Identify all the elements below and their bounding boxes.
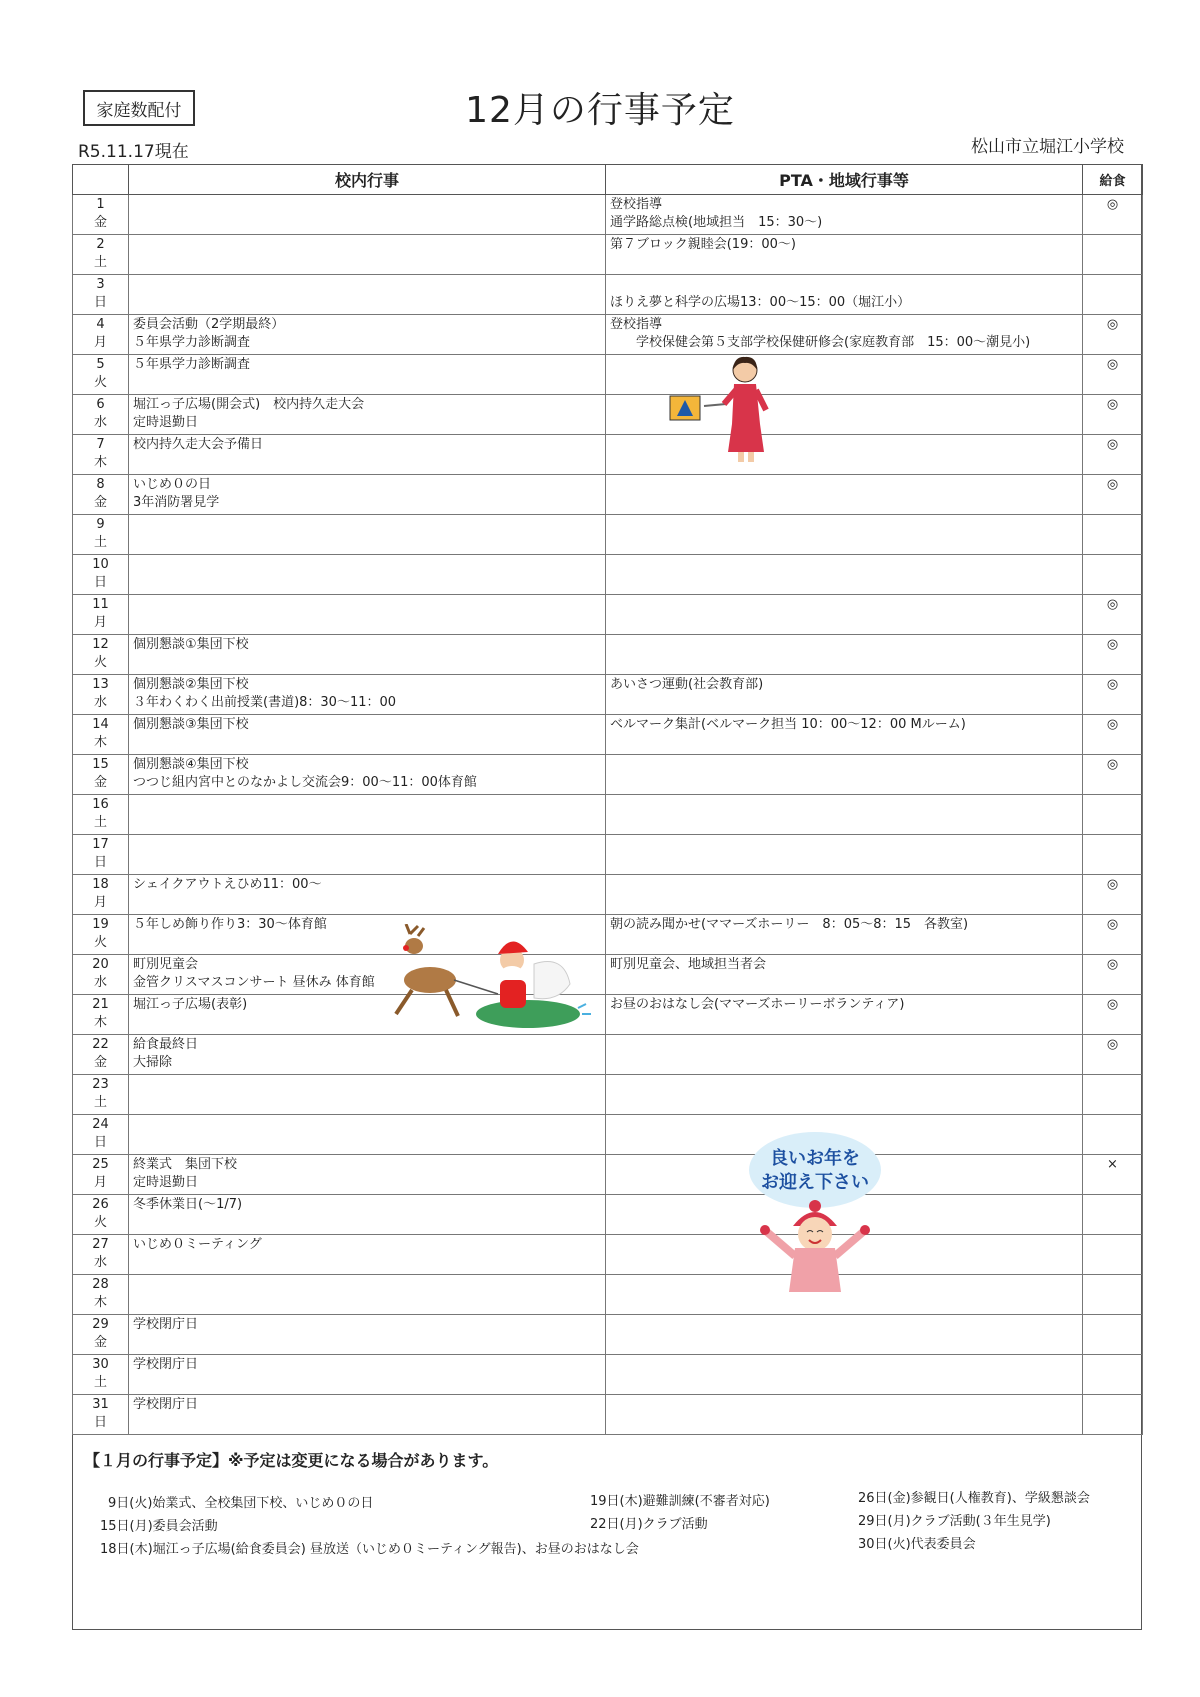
- day-number: 18: [92, 877, 109, 892]
- day-number: 15: [92, 757, 109, 772]
- school-event-cell: [129, 1315, 606, 1355]
- day-cell: [73, 955, 129, 995]
- weekday: 金: [93, 1335, 107, 1350]
- event-line: ほりえ夢と科学の広場13：00～15：00（堀江小）: [610, 295, 911, 310]
- day-number: 7: [96, 437, 105, 452]
- event-line: ３年わくわく出前授業(書道)8：30～11：00: [133, 695, 397, 710]
- day-cell: [73, 1155, 129, 1195]
- pta-event-cell: [606, 235, 1083, 275]
- day-cell: [73, 435, 129, 475]
- table-row: [73, 915, 1143, 955]
- school-event-cell: [129, 715, 606, 755]
- school-event-cell: [129, 675, 606, 715]
- weekday: 日: [93, 295, 107, 310]
- pta-event-cell: [606, 875, 1083, 915]
- day-number: 1: [96, 197, 105, 212]
- day-cell: [73, 355, 129, 395]
- january-item: 15日(月)委員会活動: [100, 1519, 218, 1534]
- lunch-cell: [1083, 515, 1143, 555]
- day-header: [73, 165, 129, 195]
- event-line: 定時退勤日: [133, 1175, 199, 1190]
- sleigh: [476, 1000, 580, 1028]
- table-row: [73, 1035, 1143, 1075]
- event-line: 朝の読み聞かせ(ママーズホーリー 8：05～8：15 各教室): [610, 917, 969, 932]
- day-cell: [73, 235, 129, 275]
- pta-event-cell: [606, 635, 1083, 675]
- child-face: [798, 1217, 832, 1251]
- lunch-cell: [1083, 1315, 1143, 1355]
- lunch-cell: [1083, 835, 1143, 875]
- event-line: 個別懇談③集団下校: [133, 717, 249, 732]
- new-year-greeting-illustration: [747, 1130, 887, 1298]
- table-row: [73, 995, 1143, 1035]
- weekday: 火: [93, 655, 107, 670]
- day-number: 2: [96, 237, 105, 252]
- weekday: 土: [93, 815, 107, 830]
- school-event-cell: [129, 635, 606, 675]
- day-number: 28: [92, 1277, 109, 1292]
- pta-event-cell: [606, 195, 1083, 235]
- lunch-cell: [1083, 555, 1143, 595]
- event-line: 個別懇談④集団下校: [133, 757, 249, 772]
- weekday: 水: [93, 975, 107, 990]
- pta-event-cell: [606, 715, 1083, 755]
- lunch-cell: [1083, 235, 1143, 275]
- event-line: あいさつ運動(社会教育部): [610, 677, 764, 692]
- lunch-cell: ◎: [1083, 395, 1143, 435]
- table-row: [73, 755, 1143, 795]
- day-cell: [73, 1315, 129, 1355]
- lunch-cell: ◎: [1083, 595, 1143, 635]
- day-cell: [73, 715, 129, 755]
- day-cell: [73, 1395, 129, 1435]
- event-line: 学校閉庁日: [133, 1357, 199, 1372]
- weekday: 月: [93, 1175, 107, 1190]
- pta-event-cell: [606, 1395, 1083, 1435]
- day-number: 26: [92, 1197, 109, 1212]
- day-number: 4: [96, 317, 105, 332]
- school-event-cell: [129, 195, 606, 235]
- weekday: 火: [93, 1215, 107, 1230]
- event-line: 学校保健会第５支部学校保健研修会(家庭教育部 15：00～潮見小): [610, 335, 1031, 350]
- event-line: ５年県学力診断調査: [133, 335, 251, 350]
- greeting-line-2: お迎え下さい: [761, 1172, 869, 1193]
- weekday: 土: [93, 535, 107, 550]
- school-event-cell: [129, 795, 606, 835]
- event-line: シェイクアウトえひめ11：00～: [133, 877, 322, 892]
- lunch-cell: ◎: [1083, 475, 1143, 515]
- day-number: 17: [92, 837, 109, 852]
- day-cell: [73, 595, 129, 635]
- event-line: 金管クリスマスコンサート 昼休み 体育館: [133, 975, 375, 990]
- weekday: 月: [93, 615, 107, 630]
- school-name: 松山市立堀江小学校: [971, 137, 1124, 157]
- event-line: 個別懇談②集団下校: [133, 677, 249, 692]
- day-number: 29: [92, 1317, 109, 1332]
- school-events-header: 校内行事: [129, 165, 606, 195]
- day-cell: [73, 915, 129, 955]
- school-event-cell: [129, 435, 606, 475]
- school-event-cell: [129, 1035, 606, 1075]
- school-event-cell: [129, 275, 606, 315]
- weekday: 木: [93, 735, 107, 750]
- day-cell: [73, 555, 129, 595]
- child-hat: [809, 1200, 821, 1212]
- table-row: [73, 595, 1143, 635]
- table-row: [73, 1275, 1143, 1315]
- pta-event-cell: [606, 995, 1083, 1035]
- day-cell: [73, 835, 129, 875]
- day-number: 5: [96, 357, 105, 372]
- event-line: 給食最終日: [133, 1037, 199, 1052]
- pta-event-cell: [606, 675, 1083, 715]
- event-line: ５年県学力診断調査: [133, 357, 251, 372]
- table-row: [73, 1235, 1143, 1275]
- january-item: 29日(月)クラブ活動(３年生見学): [858, 1514, 1051, 1529]
- school-event-cell: [129, 1395, 606, 1435]
- weekday: 土: [93, 255, 107, 270]
- lunch-cell: ◎: [1083, 1035, 1143, 1075]
- lunch-cell: [1083, 1115, 1143, 1155]
- event-line: 大掃除: [133, 1055, 173, 1070]
- lunch-cell: ◎: [1083, 875, 1143, 915]
- weekday: 日: [93, 575, 107, 590]
- table-row: [73, 1355, 1143, 1395]
- table-row: [73, 275, 1143, 315]
- weekday: 木: [93, 1295, 107, 1310]
- day-number: 13: [92, 677, 109, 692]
- january-item: 18日(木)堀江っ子広場(給食委員会) 昼放送（いじめ０ミーティング報告)、お昼のおはなし会: [100, 1542, 639, 1557]
- event-line: 町別児童会、地域担当者会: [610, 957, 767, 972]
- day-number: 9: [96, 517, 105, 532]
- school-event-cell: [129, 595, 606, 635]
- weekday: 火: [93, 935, 107, 950]
- table-row: [73, 395, 1143, 435]
- schedule-table: [72, 164, 1143, 1435]
- weekday: 金: [93, 495, 107, 510]
- crossing-guard-illustration: [664, 354, 784, 466]
- january-heading: 【１月の行事予定】※予定は変更になる場合があります。: [84, 1451, 499, 1470]
- table-row: [73, 875, 1143, 915]
- day-number: 8: [96, 477, 105, 492]
- event-line: ５年しめ飾り作り3：30～体育館: [133, 917, 327, 932]
- event-line: 3年消防署見学: [133, 495, 220, 510]
- january-item: 26日(金)参観日(人権教育)、学級懇談会: [858, 1491, 1090, 1506]
- event-line: いじめ０の日: [133, 477, 212, 492]
- event-line: 校内持久走大会予備日: [133, 437, 264, 452]
- lunch-cell: ×: [1083, 1155, 1143, 1195]
- event-line: 堀江っ子広場(表彰): [133, 997, 248, 1012]
- pta-event-cell: [606, 755, 1083, 795]
- lunch-cell: ◎: [1083, 195, 1143, 235]
- school-event-cell: [129, 875, 606, 915]
- school-event-cell: [129, 1235, 606, 1275]
- pta-event-cell: [606, 475, 1083, 515]
- day-cell: [73, 795, 129, 835]
- weekday: 金: [93, 775, 107, 790]
- day-number: 23: [92, 1077, 109, 1092]
- day-number: 30: [92, 1357, 109, 1372]
- school-event-cell: [129, 1115, 606, 1155]
- table-row: [73, 1315, 1143, 1355]
- weekday: 金: [93, 215, 107, 230]
- event-line: 委員会活動（2学期最終）: [133, 317, 285, 332]
- distribution-badge: 家庭数配付: [83, 90, 195, 126]
- event-line: 第７ブロック親睦会(19：00～): [610, 237, 796, 252]
- pta-events-header: PTA・地域行事等: [606, 165, 1083, 195]
- table-row: [73, 795, 1143, 835]
- day-number: 10: [92, 557, 109, 572]
- table-row: [73, 1395, 1143, 1435]
- lunch-cell: ◎: [1083, 715, 1143, 755]
- flag-pole: [704, 404, 726, 406]
- weekday: 土: [93, 1095, 107, 1110]
- greeting-bubble: [749, 1132, 881, 1208]
- table-row: [73, 235, 1143, 275]
- school-event-cell: [129, 395, 606, 435]
- table-row: [73, 475, 1143, 515]
- lunch-cell: ◎: [1083, 635, 1143, 675]
- weekday: 月: [93, 895, 107, 910]
- day-number: 14: [92, 717, 109, 732]
- event-line: 登校指導: [610, 317, 663, 332]
- weekday: 金: [93, 1055, 107, 1070]
- school-event-cell: [129, 1195, 606, 1235]
- school-event-cell: [129, 555, 606, 595]
- event-line: 学校閉庁日: [133, 1317, 199, 1332]
- day-number: 16: [92, 797, 109, 812]
- table-row: [73, 955, 1143, 995]
- pta-event-cell: [606, 555, 1083, 595]
- school-event-cell: [129, 475, 606, 515]
- as-of-date: R5.11.17現在: [78, 142, 189, 162]
- day-cell: [73, 1075, 129, 1115]
- school-event-cell: [129, 835, 606, 875]
- weekday: 水: [93, 1255, 107, 1270]
- lunch-cell: ◎: [1083, 315, 1143, 355]
- weekday: 日: [93, 855, 107, 870]
- day-cell: [73, 755, 129, 795]
- day-number: 12: [92, 637, 109, 652]
- day-number: 6: [96, 397, 105, 412]
- gift-sack: [534, 962, 570, 999]
- day-cell: [73, 475, 129, 515]
- day-cell: [73, 995, 129, 1035]
- day-number: 3: [96, 277, 105, 292]
- lunch-cell: [1083, 275, 1143, 315]
- event-line: 学校閉庁日: [133, 1397, 199, 1412]
- school-event-cell: [129, 355, 606, 395]
- event-line: お昼のおはなし会(ママーズホーリーボランティア): [610, 997, 905, 1012]
- day-number: 22: [92, 1037, 109, 1052]
- january-item: 19日(木)避難訓練(不審者対応): [590, 1494, 770, 1509]
- day-cell: [73, 1115, 129, 1155]
- event-line: いじめ０ミーティング: [133, 1237, 262, 1252]
- school-event-cell: [129, 515, 606, 555]
- lunch-cell: ◎: [1083, 915, 1143, 955]
- table-row: [73, 515, 1143, 555]
- event-line: 個別懇談①集団下校: [133, 637, 249, 652]
- table-row: [73, 1115, 1143, 1155]
- event-line: 終業式 集団下校: [133, 1157, 238, 1172]
- event-line: 冬季休業日(～1/7): [133, 1197, 243, 1212]
- weekday: 月: [93, 335, 107, 350]
- lunch-cell: ◎: [1083, 955, 1143, 995]
- day-cell: [73, 1195, 129, 1235]
- table-row: [73, 715, 1143, 755]
- pta-event-cell: [606, 835, 1083, 875]
- day-cell: [73, 275, 129, 315]
- pta-event-cell: [606, 315, 1083, 355]
- school-event-cell: [129, 1275, 606, 1315]
- table-row: [73, 1155, 1143, 1195]
- weekday: 日: [93, 1135, 107, 1150]
- day-number: 27: [92, 1237, 109, 1252]
- day-cell: [73, 675, 129, 715]
- lunch-cell: [1083, 1235, 1143, 1275]
- day-number: 24: [92, 1117, 109, 1132]
- day-cell: [73, 395, 129, 435]
- lunch-cell: ◎: [1083, 435, 1143, 475]
- day-cell: [73, 1235, 129, 1275]
- january-item: 22日(月)クラブ活動: [590, 1517, 708, 1532]
- weekday: 水: [93, 415, 107, 430]
- school-event-cell: [129, 1155, 606, 1195]
- weekday: 水: [93, 695, 107, 710]
- day-cell: [73, 875, 129, 915]
- santa-sleigh-illustration: [388, 924, 598, 1030]
- day-cell: [73, 1275, 129, 1315]
- january-item: 30日(火)代表委員会: [858, 1537, 976, 1552]
- pta-event-cell: [606, 795, 1083, 835]
- table-row: [73, 1195, 1143, 1235]
- page-title: 12月の行事予定: [465, 90, 735, 131]
- table-row: [73, 435, 1143, 475]
- table-row: [73, 555, 1143, 595]
- lunch-cell: [1083, 1195, 1143, 1235]
- pta-event-cell: [606, 1355, 1083, 1395]
- table-row: [73, 315, 1143, 355]
- lunch-cell: ◎: [1083, 995, 1143, 1035]
- day-cell: [73, 315, 129, 355]
- event-line: ベルマーク集計(ベルマーク担当 10：00～12：00 Mルーム): [610, 717, 966, 732]
- weekday: 日: [93, 1415, 107, 1430]
- greeting-line-1: 良いお年を: [770, 1148, 860, 1169]
- schedule-body: [73, 195, 1143, 1435]
- pta-event-cell: [606, 515, 1083, 555]
- weekday: 木: [93, 455, 107, 470]
- day-number: 31: [92, 1397, 109, 1412]
- table-row: [73, 355, 1143, 395]
- reindeer-body: [404, 967, 456, 993]
- pta-event-cell: [606, 275, 1083, 315]
- table-header-row: [73, 165, 1143, 195]
- lunch-cell: [1083, 1395, 1143, 1435]
- day-cell: [73, 635, 129, 675]
- day-cell: [73, 195, 129, 235]
- pta-event-cell: [606, 1315, 1083, 1355]
- table-row: [73, 195, 1143, 235]
- school-event-cell: [129, 755, 606, 795]
- day-number: 19: [92, 917, 109, 932]
- lunch-header: 給食: [1083, 165, 1143, 195]
- day-number: 21: [92, 997, 109, 1012]
- lunch-cell: ◎: [1083, 355, 1143, 395]
- day-cell: [73, 515, 129, 555]
- pta-event-cell: [606, 1075, 1083, 1115]
- event-line: [610, 276, 1078, 294]
- school-event-cell: [129, 315, 606, 355]
- event-line: 通学路総点検(地域担当 15：30～): [610, 215, 823, 230]
- table-row: [73, 835, 1143, 875]
- lunch-cell: [1083, 795, 1143, 835]
- lunch-cell: ◎: [1083, 755, 1143, 795]
- event-line: 定時退勤日: [133, 415, 199, 430]
- pta-event-cell: [606, 955, 1083, 995]
- event-line: 堀江っ子広場(開会式) 校内持久走大会: [133, 397, 365, 412]
- lunch-cell: [1083, 1075, 1143, 1115]
- event-line: 登校指導: [610, 197, 663, 212]
- january-item: 9日(火)始業式、全校集団下校、いじめ０の日: [108, 1496, 374, 1511]
- lunch-cell: [1083, 1355, 1143, 1395]
- table-row: [73, 675, 1143, 715]
- pta-event-cell: [606, 1035, 1083, 1075]
- event-line: 町別児童会: [133, 957, 199, 972]
- weekday: 木: [93, 1015, 107, 1030]
- day-number: 20: [92, 957, 109, 972]
- table-row: [73, 635, 1143, 675]
- pta-event-cell: [606, 915, 1083, 955]
- school-event-cell: [129, 1075, 606, 1115]
- school-event-cell: [129, 235, 606, 275]
- day-number: 11: [92, 597, 109, 612]
- table-row: [73, 1075, 1143, 1115]
- event-line: つつじ組内宮中とのなかよし交流会9：00～11：00体育館: [133, 775, 477, 790]
- reindeer-antler: [406, 924, 424, 936]
- day-cell: [73, 1035, 129, 1075]
- day-cell: [73, 1355, 129, 1395]
- weekday: 火: [93, 375, 107, 390]
- pta-event-cell: [606, 595, 1083, 635]
- lunch-cell: ◎: [1083, 675, 1143, 715]
- school-event-cell: [129, 1355, 606, 1395]
- lunch-cell: [1083, 1275, 1143, 1315]
- weekday: 土: [93, 1375, 107, 1390]
- day-number: 25: [92, 1157, 109, 1172]
